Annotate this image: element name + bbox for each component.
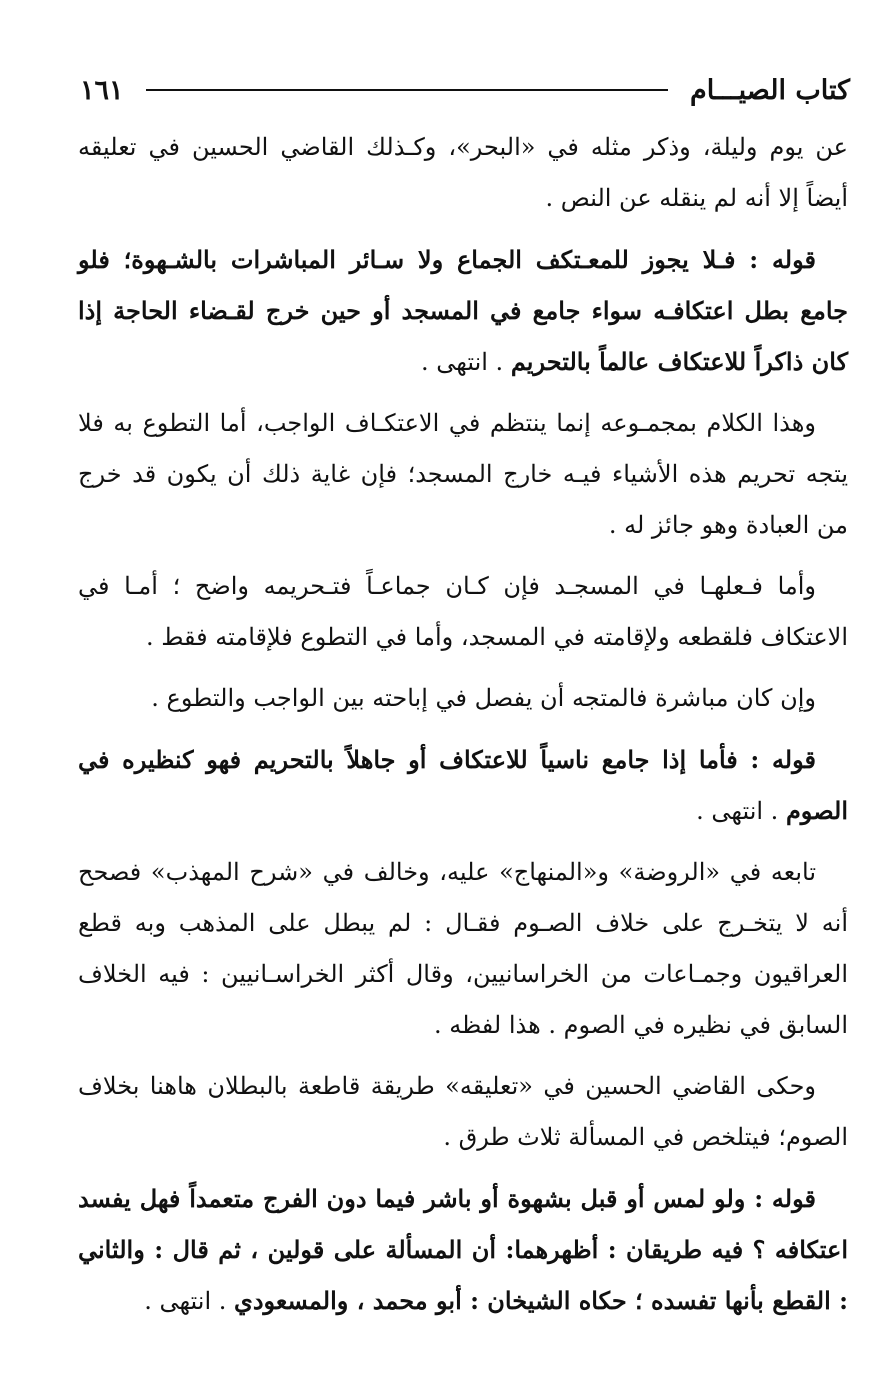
page-number: ١٦١: [80, 74, 124, 106]
paragraph-2: وهذا الكلام بمجمـوعه إنما ينتظم في الاعتكـاف الواجب، أما التطوع به فلا يتجه تحريم هذه الأشياء فيـه خارج المسجد؛ فإن غاية ذلك أن يكون قد خرج من العبادة وهو جائز له .: [78, 409, 848, 539]
paragraph-5: تابعه في «الروضة» و«المنهاج» عليه، وخالف في «شرح المهذب» فصحح أنه لا يتخـرج على خلاف الصـوم فقـال : لم يبطل على المذهب وبه قطع العراقيون وجمـاعات من الخراسانيين، وقال أكثر الخراسـانيين : فيه الخلاف السابق في نظيره في الصوم . هذا لفظه .: [78, 858, 848, 1039]
quote-text: قوله : فأما إذا جامع ناسياً للاعتكاف أو جاهلاً بالتحريم فهو كنظيره في الصوم: [78, 745, 848, 825]
quote-text: قوله : فـلا يجوز للمعـتكف الجماع ولا سـائر المباشرات بالشـهوة؛ فلو جامع بطل اعتكافـه سواء جامع في المسجد أو حين خرج لقـضاء الحاجة إذا كان ذاكراً للاعتكاف عالماً بالتحريم: [78, 245, 848, 376]
chapter-title: كتاب الصيـــام: [689, 74, 850, 106]
quote-paragraph-2: [78, 734, 848, 837]
paragraph-6: وحكى القاضي الحسين في «تعليقه» طريقة قاطعة بالبطلان هاهنا بخلاف الصوم؛ فيتلخص في المسألة ثلاث طرق .: [78, 1072, 848, 1151]
header-rule: [146, 89, 668, 91]
quote-end-mark: . انتهى .: [696, 797, 786, 825]
running-header: [80, 66, 850, 114]
quote-paragraph-3: [78, 1173, 848, 1327]
quote-paragraph-1: [78, 234, 848, 388]
paragraph-1: عن يوم وليلة، وذكر مثله في «البحر»، وكـذلك القاضي الحسين في تعليقه أيضاً إلا أنه لم ينقله عن النص .: [78, 133, 848, 212]
quote-text: قوله : ولو لمس أو قبل بشهوة أو باشر فيما دون الفرج متعمداً فهل يفسد اعتكافه ؟ فيه طريقان : أظهرهما: أن المسألة على قولين ، ثم قال : والثاني : القطع بأنها تفسده ؛ حكاه الشيخان : أبو محمد ، والمسعودي: [78, 1184, 848, 1315]
page-body: [78, 122, 848, 1337]
quote-end-mark: . انتهى .: [144, 1287, 235, 1315]
quote-end-mark: . انتهى .: [421, 348, 511, 376]
paragraph-4: وإن كان مباشرة فالمتجه أن يفصل في إباحته بين الواجب والتطوع .: [151, 684, 816, 712]
paragraph-3: وأما فـعلهـا في المسجـد فإن كـان جماعـاً فتـحريمه واضح ؛ أمـا في الاعتكاف فلقطعه ولإقامته في المسجد، وأما في التطوع فلإقامته فقط .: [78, 572, 848, 651]
